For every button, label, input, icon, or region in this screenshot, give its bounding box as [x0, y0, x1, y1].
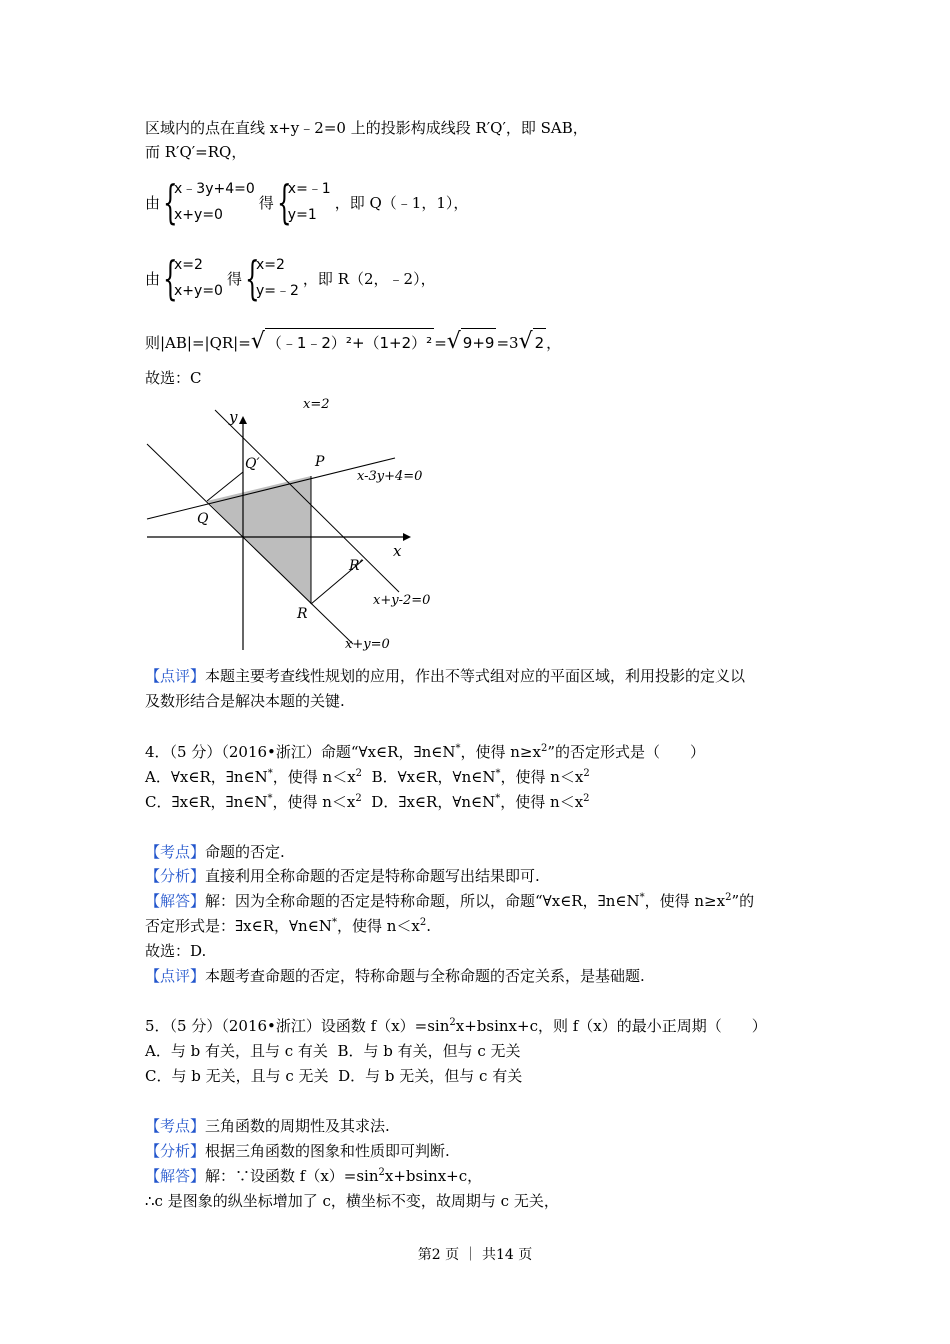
q4-options-cd — [145, 792, 590, 812]
q5-kaodian — [145, 1116, 390, 1136]
line-x-plus-y-0 — [147, 444, 353, 644]
text: ，使得 n＜x — [272, 768, 356, 786]
text: x+bsinx+c， — [384, 1167, 483, 1185]
q5-fenxi — [145, 1141, 450, 1161]
superscript: 2 — [355, 793, 362, 804]
q4-options-ab — [145, 767, 590, 787]
system-prefix: 由 — [145, 193, 161, 212]
left-brace-icon: { — [244, 251, 260, 305]
q5-options-cd: C．与 b 无关，且与 c 无关 D．与 b 无关，但与 c 有关 — [145, 1067, 523, 1085]
distance-formula — [145, 328, 561, 357]
superscript: 2 — [540, 743, 548, 754]
radical-icon: √ — [250, 329, 265, 354]
solution-text-line: 而 R′Q′=RQ， — [145, 143, 247, 161]
system-suffix: ，即 R（2，﹣2）， — [302, 269, 436, 288]
text: ，使得 n＜x — [500, 768, 584, 786]
text: 解：因为全称命题的否定是特称命题，所以，命题“∀x∈R，∃n∈N — [205, 892, 640, 910]
system-suffix: ，即 Q（﹣1，1）， — [334, 193, 469, 212]
text: A．∀x∈R，∃n∈N — [145, 768, 268, 786]
y-axis-arrow-icon — [239, 416, 247, 424]
equation: x+y=0 — [174, 283, 223, 299]
text: ，使得 n＜x — [500, 793, 584, 811]
solution-text-line: 区域内的点在直线 x+y﹣2=0 上的投影构成线段 R′Q′，即 SAB， — [145, 119, 588, 137]
label-line2: x+y-2=0 — [373, 593, 431, 608]
superscript: * — [267, 793, 273, 804]
superscript: 2 — [378, 1167, 385, 1178]
page-footer: 第2 页 ｜ 共14 页 — [417, 1247, 533, 1263]
text: 直接利用全称命题的否定是特称命题写出结果即可. — [205, 867, 540, 885]
comment-tag: 【点评】 — [145, 667, 206, 685]
system-prefix: 由 — [145, 269, 161, 288]
q5-last-line: ∴c 是图象的纵坐标增加了 c，横坐标不变，故周期与 c 无关， — [145, 1192, 559, 1210]
radicand: 9+9 — [461, 328, 497, 357]
radical-icon: √ — [446, 329, 461, 354]
q4-dianping — [145, 966, 645, 986]
text: x+bsinx+c，则 f（x）的最小正周期（ ） — [455, 1017, 767, 1035]
label-P: P — [315, 454, 325, 470]
section-tag: 【考点】 — [145, 1117, 206, 1135]
equation-system-2 — [145, 252, 436, 304]
q4-jieda-line2 — [145, 916, 431, 936]
radical-icon: √ — [518, 329, 533, 354]
section-tag: 【分析】 — [145, 867, 206, 885]
q4-stem — [145, 742, 705, 762]
left-brace-icon: { — [163, 251, 178, 305]
text: ”的 — [731, 892, 755, 910]
superscript: 2 — [449, 1017, 456, 1028]
text: ，使得 n≥x — [644, 892, 726, 910]
section-tag: 【分析】 — [145, 1142, 206, 1160]
q4-fenxi — [145, 866, 540, 886]
text: C．∃x∈R，∃n∈N — [145, 793, 268, 811]
radicand: （﹣1﹣2）²+（1+2）² — [265, 328, 434, 357]
equation: x=2 — [174, 257, 203, 273]
equation: y=1 — [287, 207, 317, 223]
superscript: 2 — [419, 917, 427, 928]
q3-comment-line1 — [145, 666, 745, 686]
system-connector: 得 — [226, 269, 242, 288]
shaded-region — [207, 476, 311, 604]
text: ”的否定形式是（ ） — [547, 743, 705, 761]
formula-prefix: 则|AB|=|QR|= — [145, 334, 251, 352]
text: ，使得 n≥x — [460, 743, 541, 761]
superscript: 2 — [355, 768, 363, 779]
superscript: * — [331, 917, 337, 928]
q3-choice: 故选：C — [145, 369, 202, 387]
superscript: * — [639, 892, 645, 903]
text: ，使得 n＜x — [336, 917, 420, 935]
text: 根据三角函数的图象和性质即可判断. — [205, 1142, 450, 1160]
left-brace-icon: { — [163, 175, 178, 229]
label-R-prime: R′ — [349, 558, 363, 574]
q4-kaodian — [145, 842, 285, 862]
text: B．∀x∈R，∀n∈N — [362, 768, 496, 786]
equation: x+y=0 — [174, 207, 223, 223]
superscript: * — [495, 793, 501, 804]
label-R: R — [297, 606, 308, 622]
label-line3: x+y=0 — [345, 637, 390, 652]
x-axis-arrow-icon — [403, 533, 411, 541]
superscript: * — [267, 768, 273, 779]
formula-equals: =3 — [496, 334, 519, 352]
system-equations — [174, 252, 223, 304]
label-line1: x-3y+4=0 — [357, 469, 423, 484]
label-Q: Q — [197, 511, 209, 527]
q5-jieda — [145, 1166, 482, 1186]
q5-stem — [145, 1016, 767, 1036]
superscript: * — [495, 768, 501, 779]
superscript: 2 — [583, 768, 590, 779]
equation-system-1 — [145, 176, 468, 228]
linear-programming-graph — [145, 392, 445, 660]
label-x-equals-2: x=2 — [303, 397, 330, 412]
section-tag: 【考点】 — [145, 843, 206, 861]
text: 三角函数的周期性及其求法. — [205, 1117, 390, 1135]
section-tag: 【解答】 — [145, 892, 206, 910]
q4-jieda — [145, 891, 754, 911]
text: D．∃x∈R，∀n∈N — [361, 793, 496, 811]
q3-comment-line2: 及数形结合是解决本题的关键. — [145, 692, 345, 710]
formula-equals: = — [434, 334, 447, 352]
text: 5．（5 分）（2016•浙江）设函数 f（x）=sin — [145, 1017, 450, 1035]
section-tag: 【点评】 — [145, 967, 206, 985]
radicand: 2 — [533, 328, 547, 357]
text: 4．（5 分）（2016•浙江）命题“∀x∈R，∃n∈N — [145, 743, 456, 761]
superscript: 2 — [583, 793, 590, 804]
system-equations — [174, 176, 255, 228]
left-brace-icon: { — [276, 175, 292, 229]
equation: x=﹣1 — [287, 181, 331, 197]
text: ，使得 n＜x — [272, 793, 356, 811]
section-tag: 【解答】 — [145, 1167, 206, 1185]
text: . — [426, 917, 431, 935]
text: 否定形式是：∃x∈R，∀n∈N — [145, 917, 332, 935]
text: 本题考查命题的否定，特称命题与全称命题的否定关系，是基础题. — [205, 967, 645, 985]
equation: x=2 — [255, 257, 285, 273]
comment-text: 本题主要考查线性规划的应用，作出不等式组对应的平面区域，利用投影的定义以 — [205, 667, 746, 685]
system-connector: 得 — [258, 193, 274, 212]
q5-options-ab: A．与 b 有关，且与 c 有关 B．与 b 有关，但与 c 无关 — [145, 1042, 521, 1060]
formula-end: ， — [546, 334, 562, 352]
q4-choice: 故选：D. — [145, 942, 207, 960]
equation: x﹣3y+4=0 — [174, 181, 255, 197]
system-results — [288, 176, 331, 228]
text: 解：∵设函数 f（x）=sin — [205, 1167, 379, 1185]
label-Q-prime: Q′ — [245, 456, 260, 472]
superscript: 2 — [725, 892, 732, 903]
system-results — [256, 252, 299, 304]
label-y: y — [229, 408, 238, 426]
superscript: * — [455, 743, 461, 754]
equation: y=﹣2 — [255, 283, 299, 299]
label-x: x — [393, 542, 402, 560]
text: 命题的否定. — [205, 843, 285, 861]
